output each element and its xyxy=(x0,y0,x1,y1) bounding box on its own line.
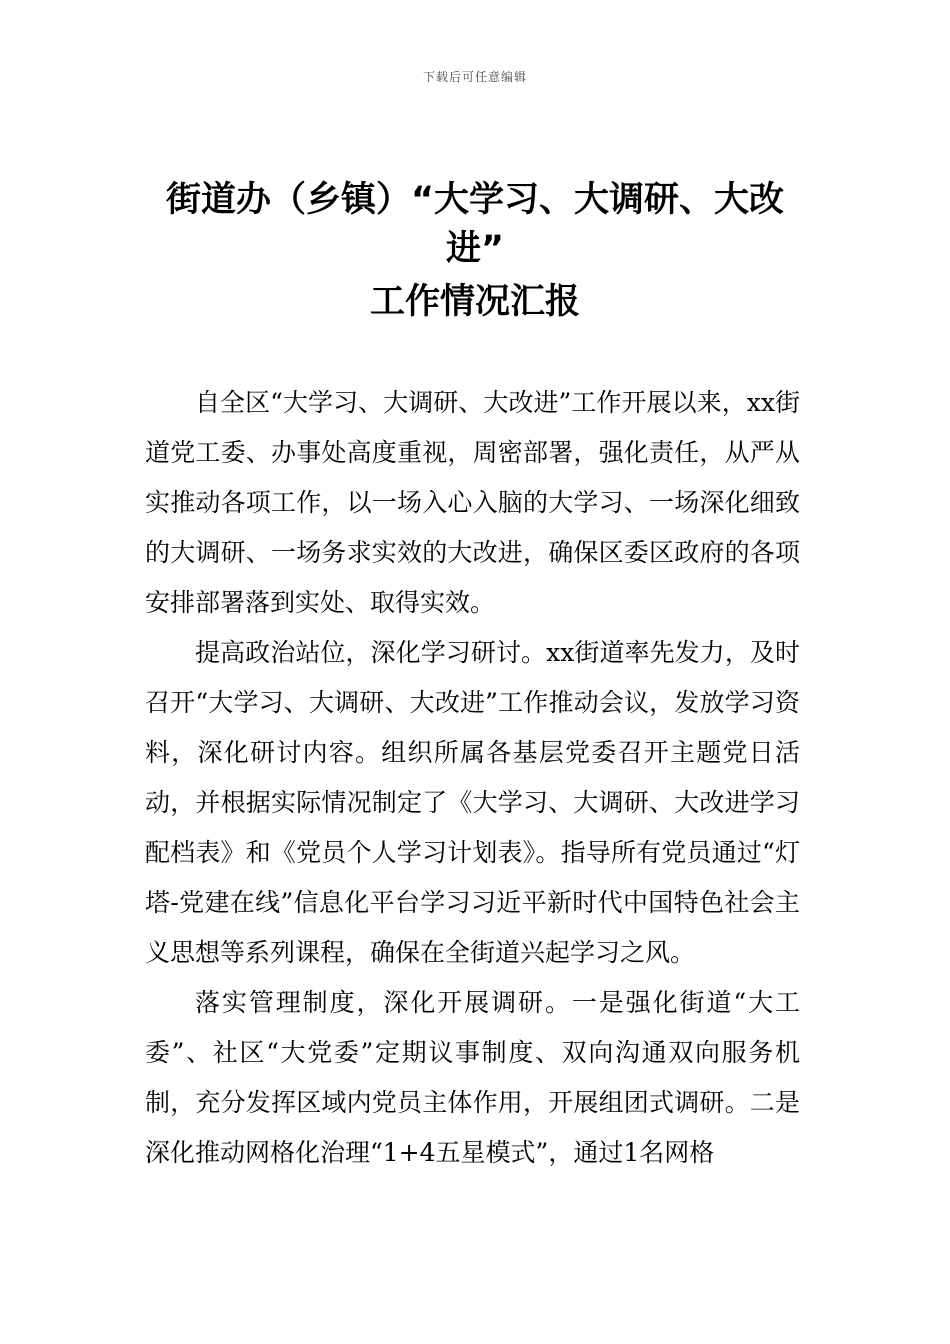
paragraph-2: 提高政治站位，深化学习研讨。xx街道率先发力，及时召开“大学习、大调研、大改进”工作推动会议，发放学习资料，深化研讨内容。组织所属各基层党委召开主题党日活动，并根据实际情况制定了《大学习、大调研、大改进学习配档表》和《党员个人学习计划表》。指导所有党员通过“灯塔-党建在线”信息化平台学习习近平新时代中国特色社会主义思想等系列课程，确保在全街道兴起学习之风。 xyxy=(145,638,800,967)
paragraph-3: 落实管理制度，深化开展调研。一是强化街道“大工委”、社区“大党委”定期议事制度、双向沟通双向服务机制，充分发挥区域内党员主体作用，开展组团式调研。二是深化推动网格化治理“1+4五星模式”，通过1名网格 xyxy=(145,988,800,1167)
title-line-2: 进” xyxy=(445,229,504,269)
document-title xyxy=(145,176,805,327)
document-subtitle: 工作情况汇报 xyxy=(369,282,580,322)
header-note: 下载后可任意编辑 xyxy=(422,70,527,84)
paragraph-1: 自全区“大学习、大调研、大改进”工作开展以来，xx街道党工委、办事处高度重视，周密部署，强化责任，从严从实推动各项工作，以一场入心入脑的大学习、一场深化细致的大调研、一场务求实效的大改进，确保区委区政府的各项安排部署落到实处、取得实效。 xyxy=(145,388,800,617)
title-line-1: 街道办（乡镇）“大学习、大调研、大改 xyxy=(165,180,784,220)
document-body xyxy=(145,378,800,1178)
